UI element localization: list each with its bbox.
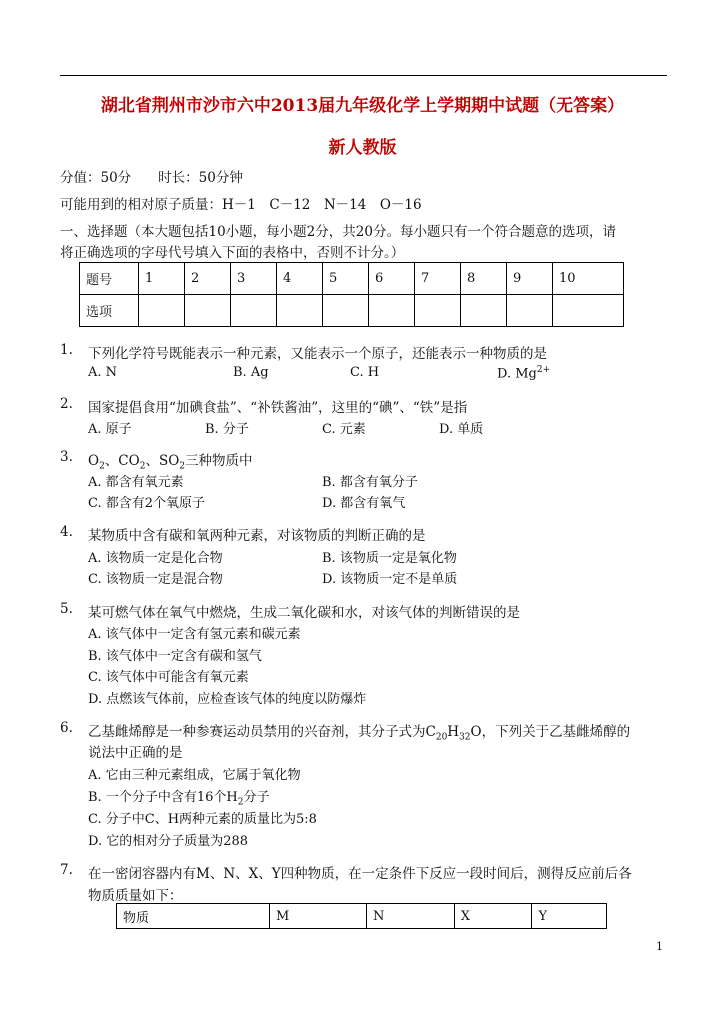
q4-option-d: D. 该物质一定不是单质 [322,572,458,587]
table-cell: 5 [323,263,369,295]
answer-cell[interactable] [415,295,461,327]
table-cell: N [367,904,455,929]
q5-number: 5. [60,601,73,617]
q1-option-d-text: D. Mg [497,366,537,382]
q4-text: 某物质中含有碳和氧两种元素，对该物质的判断正确的是 [88,528,426,544]
table-cell: 选项 [80,295,139,327]
q1-option-c: C. H [350,365,380,380]
q7-text-line1: 在一密闭容器内有M、N、X、Y四种物质，在一定条件下反应一段时间后，测得反应前后各 [88,866,632,882]
q6-text-part: O，下列关于乙基雌烯醇的 [470,724,631,740]
q3-text [88,449,253,472]
q5-option-b: B. 该气体中一定含有碳和氢气 [88,649,262,664]
q4-number: 4. [60,524,73,540]
table-cell: 7 [415,263,461,295]
table-cell: Y [532,904,607,929]
table-row [117,904,607,929]
atomic-mass-info: 可能用到的相对原子质量：H－1 C－12 N－14 O－16 [60,197,422,213]
table-cell: 题号 [80,263,139,295]
top-rule [60,75,667,76]
q3-option-d: D. 都含有氧气 [322,496,406,511]
subscript: 2 [237,797,244,808]
q6-text-line2: 说法中正确的是 [88,745,183,761]
q5-option-a: A. 该气体中一定含有氢元素和碳元素 [88,627,301,642]
answer-cell[interactable] [369,295,415,327]
answer-cell[interactable] [185,295,231,327]
q2-option-a: A. 原子 [88,422,132,437]
table-cell: M [270,904,367,929]
q3-option-b: B. 都含有氧分子 [322,475,418,490]
answer-table [79,262,624,327]
section-instructions-line2: 将正确选项的字母代号填入下面的表格中，否则不计分。） [60,245,405,261]
table-cell: 物质 [117,904,270,929]
table-cell: 10 [553,263,624,295]
table-cell: 8 [461,263,507,295]
doc-subtitle: 新人教版 [328,138,397,158]
q4-option-c: C. 该物质一定是混合物 [88,572,223,587]
q7-mass-table [116,903,607,929]
page-number: 1 [656,940,663,953]
subscript: 2 [99,461,105,472]
table-cell: 3 [231,263,277,295]
answer-cell[interactable] [507,295,553,327]
answer-cell[interactable] [461,295,507,327]
score-info: 分值：50分 时长：50分钟 [60,170,243,186]
q7-text-line2: 物质质量如下： [88,888,183,904]
table-cell: 2 [185,263,231,295]
q3-formula: 、SO [145,453,180,469]
subscript: 32 [459,732,471,743]
q6-option-b-text: B. 一个分子中含有16个H [88,790,238,805]
q3-text-rest: 三种物质中 [185,453,253,469]
section-instructions-line1: 一、选择题（本大题包括10小题，每小题2分，共20分。每小题只有一个符合题意的选项，请 [60,224,616,240]
table-cell: 9 [507,263,553,295]
answer-cell[interactable] [277,295,323,327]
subscript: 20 [435,732,448,743]
q3-option-a: A. 都含有氧元素 [88,475,184,490]
q6-text [88,720,630,743]
q1-option-d-charge: 2+ [536,365,551,375]
subscript: 2 [179,461,186,472]
table-row [80,295,624,327]
subscript: 2 [139,461,146,472]
q5-option-d: D. 点燃该气体前，应检查该气体的纯度以防爆炸 [88,692,367,707]
q6-option-a: A. 它由三种元素组成，它属于氧化物 [88,768,301,783]
q6-option-b [88,786,269,808]
q5-option-c: C. 该气体中可能含有氧元素 [88,670,249,685]
q2-option-c: C. 元素 [322,422,366,437]
q3-formula: O [88,453,100,469]
table-row [80,263,624,295]
answer-cell[interactable] [323,295,369,327]
table-cell: X [454,904,532,929]
q2-text: 国家提倡食用“加碘食盐”、“补铁酱油”，这里的“碘”、“铁”是指 [88,400,468,416]
q2-number: 2. [60,396,73,412]
q3-formula: 、CO [104,453,140,469]
q4-option-b: B. 该物质一定是氧化物 [322,551,457,566]
q1-option-d [497,365,550,381]
answer-cell[interactable] [553,295,624,327]
q1-option-a: A. N [88,365,118,380]
doc-title: 湖北省荆州市沙市六中2013届九年级化学上学期期中试题（无答案） [100,96,625,116]
q6-text-part: 乙基雌烯醇是一种参赛运动员禁用的兴奋剂，其分子式为C [88,724,436,740]
q7-number: 7. [60,862,73,878]
table-cell: 6 [369,263,415,295]
answer-cell[interactable] [139,295,185,327]
answer-cell[interactable] [231,295,277,327]
table-cell: 1 [139,263,185,295]
q6-option-c: C. 分子中C、H两种元素的质量比为5:8 [88,812,317,827]
q5-text: 某可燃气体在氧气中燃烧，生成二氧化碳和水，对该气体的判断错误的是 [88,605,520,621]
q4-option-a: A. 该物质一定是化合物 [88,551,223,566]
q6-option-d: D. 它的相对分子质量为288 [88,834,249,849]
table-cell: 4 [277,263,323,295]
q2-option-d: D. 单质 [439,422,484,437]
q6-number: 6. [60,720,73,736]
q1-option-b: B. Ag [233,365,269,380]
q3-number: 3. [60,449,73,465]
q1-number: 1. [60,342,73,358]
q6-text-part: H [447,724,460,740]
q6-option-b-text: 分子 [243,790,270,805]
q1-text: 下列化学符号既能表示一种元素，又能表示一个原子，还能表示一种物质的是 [88,346,547,362]
q3-option-c: C. 都含有2个氧原子 [88,496,206,511]
q2-option-b: B. 分子 [205,422,249,437]
